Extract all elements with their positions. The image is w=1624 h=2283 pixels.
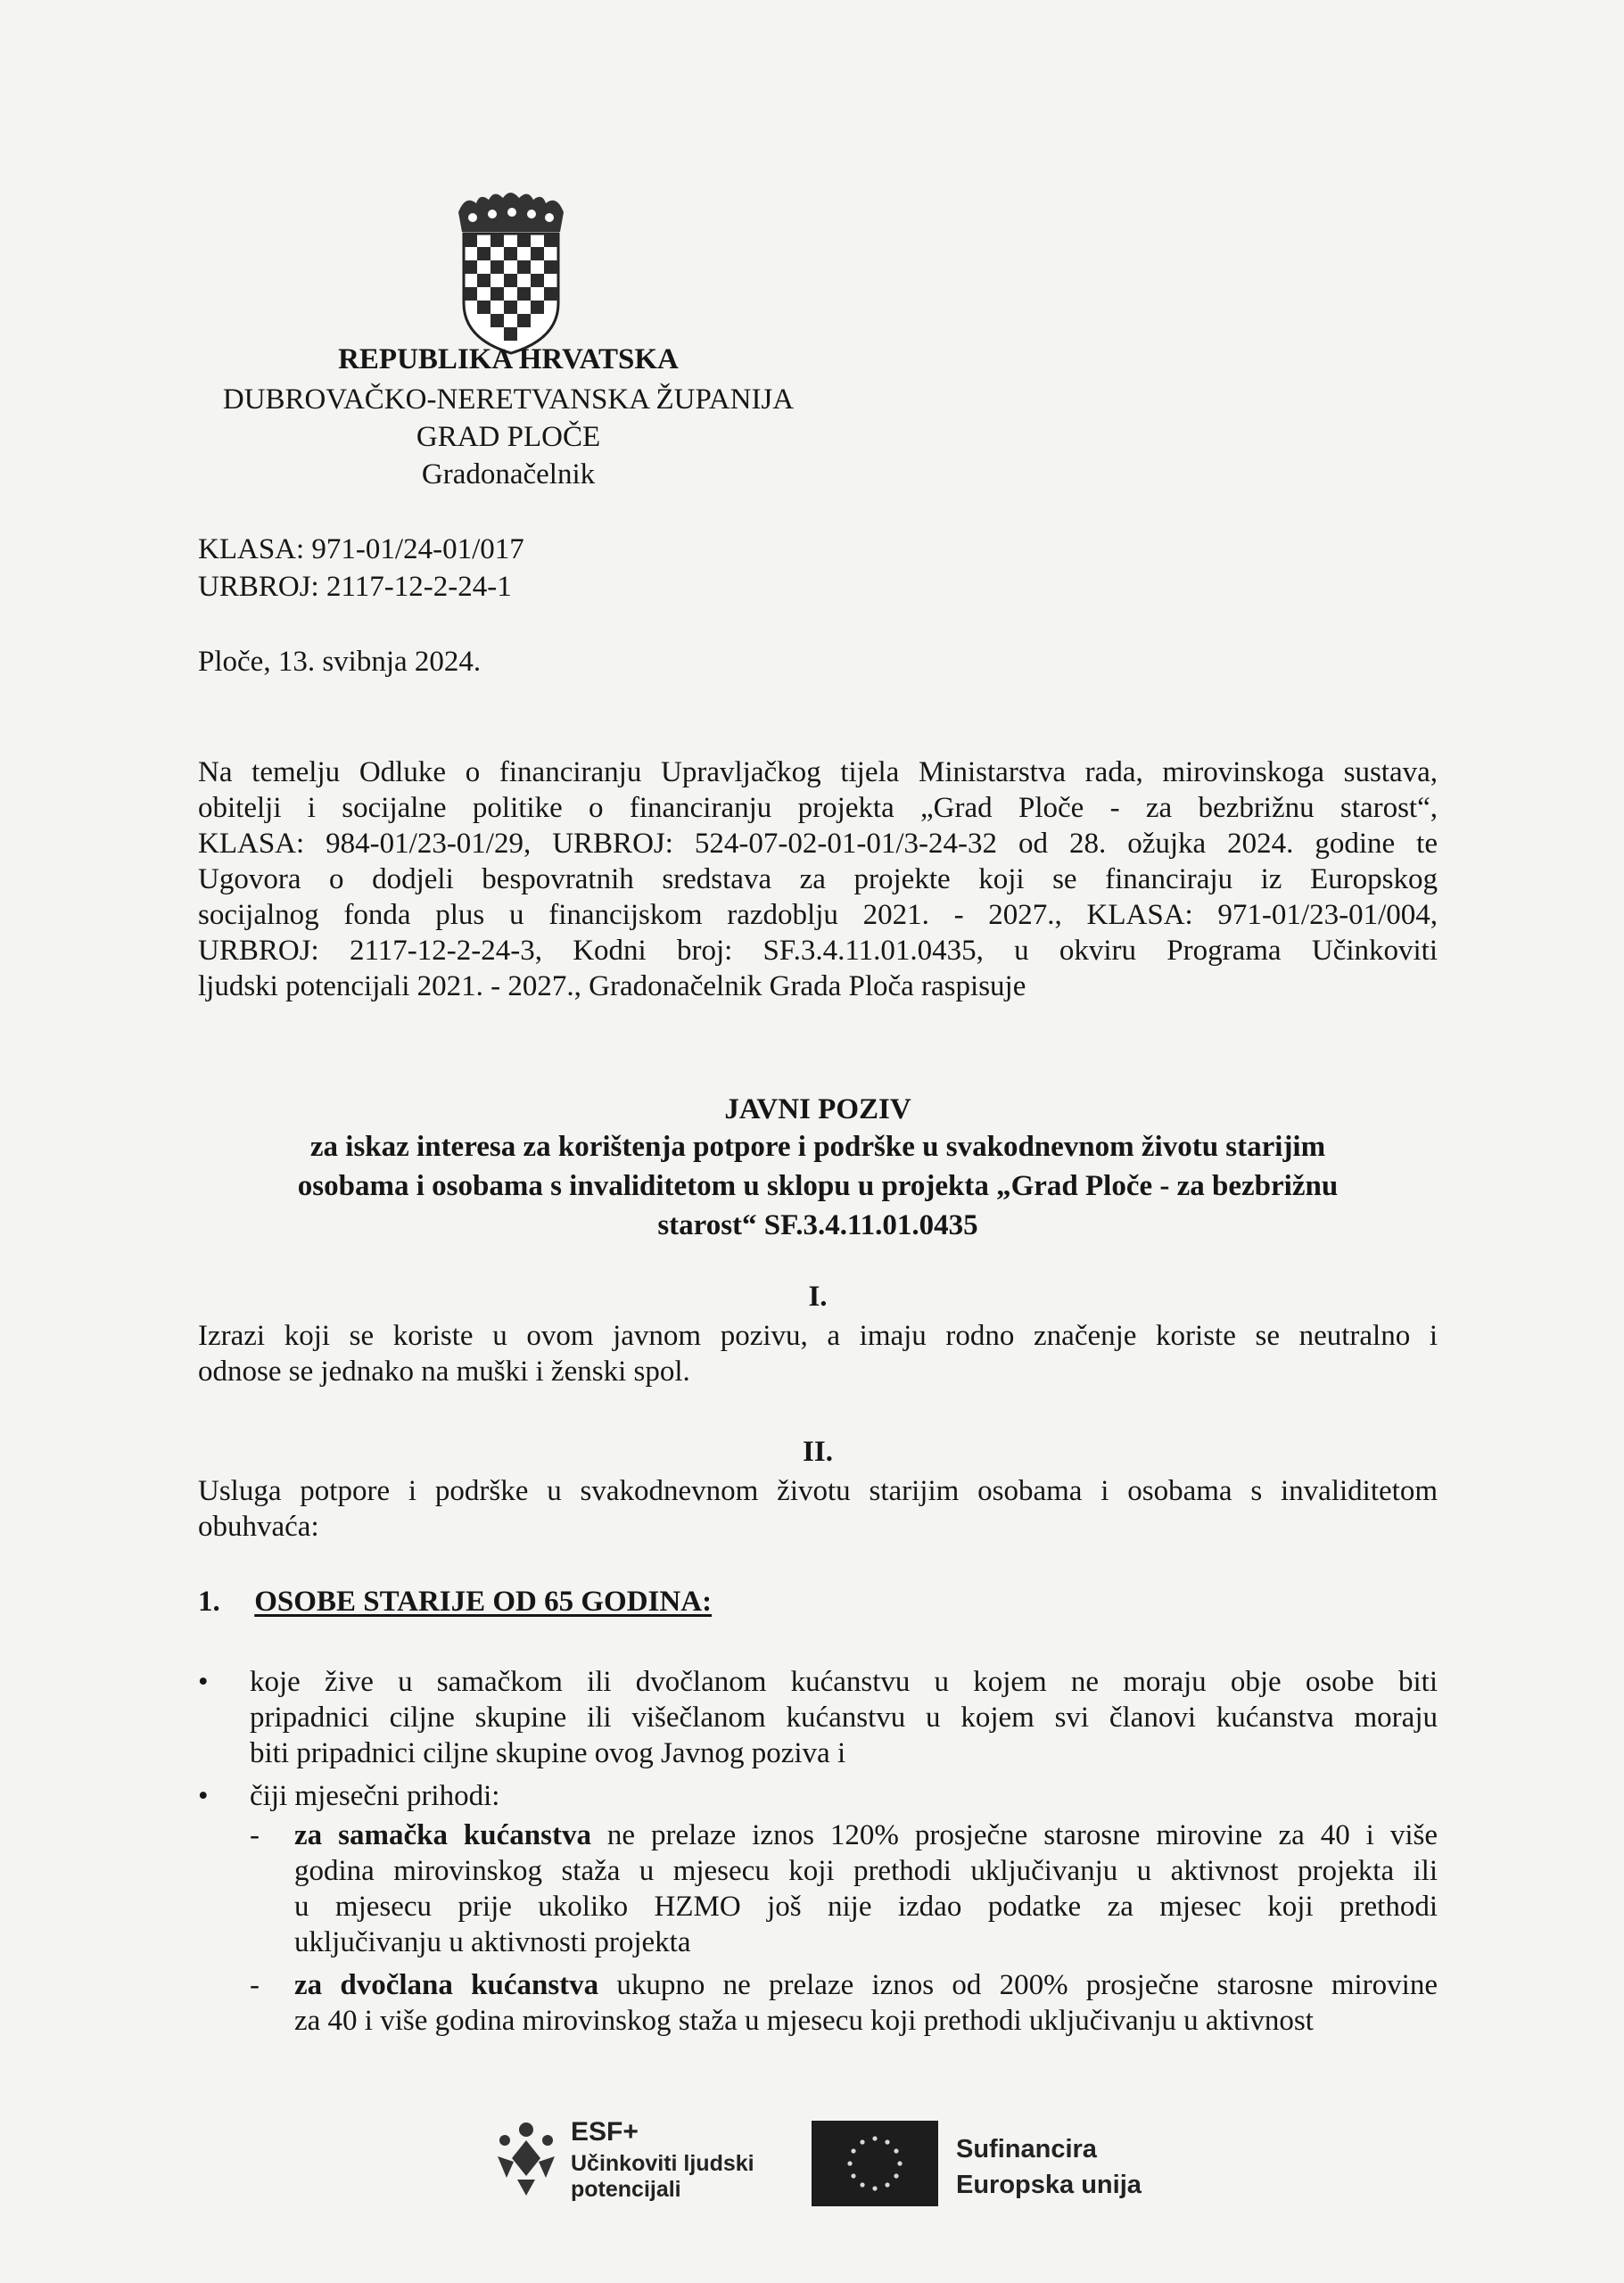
- intro-line: Ugovora o dodjeli bespovratnih sredstava za projekte koji se financiraju iz Europskog: [198, 863, 1438, 895]
- dash-line: ne prelaze iznos 120% prosječne starosne mirovine za 40 i više: [590, 1819, 1438, 1851]
- doc-title: JAVNI POZIV: [724, 1093, 911, 1125]
- section-2-number: II.: [803, 1436, 833, 1468]
- doc-subtitle-line: osobama i osobama s invaliditetom u sklopu u projekta „Grad Ploče - za bezbrižnu: [297, 1170, 1339, 1202]
- dash-line: ukupno ne prelaze iznos od 200% prosječne starosne mirovine: [598, 1969, 1438, 2001]
- bullet-dot: •: [198, 1780, 209, 1812]
- eu-cofinance-line: Europska unija: [956, 2171, 1142, 2199]
- bullet-dot: •: [198, 1666, 209, 1698]
- bullet-line: čiji mjesečni prihodi:: [250, 1780, 500, 1812]
- section-2-line: Usluga potpore i podrške u svakodnevnom životu starijim osobama i osobama s invaliditetom: [198, 1475, 1438, 1507]
- header-office: Gradonačelnik: [421, 458, 596, 490]
- dash-mark: -: [250, 1969, 260, 2001]
- klasa: KLASA: 971-01/24-01/017: [198, 533, 524, 565]
- intro-line: Na temelju Odluke o financiranju Upravljačkog tijela Ministarstva rada, mirovinskoga sustava,: [198, 756, 1438, 788]
- dash-bold-term: za dvočlana kućanstva: [294, 1969, 599, 2001]
- bullet-line: pripadnici ciljne skupine ili višečlanom kućanstvu u kojem svi članovi kućanstva moraju: [250, 1702, 1438, 1734]
- dash-mark: -: [250, 1819, 260, 1851]
- dash-line: godina mirovinskog staža u mjesecu koji prethodi uključivanju u aktivnost projekta ili: [294, 1855, 1438, 1887]
- intro-paragraph: [198, 754, 1438, 1004]
- section-1-line: odnose se jednako na muški i ženski spol.: [198, 1356, 690, 1388]
- bullet-line: biti pripadnici ciljne skupine ovog Javnog poziva i: [250, 1737, 846, 1769]
- header-republic: REPUBLIKA HRVATSKA: [338, 343, 679, 375]
- dash-line: za 40 i više godina mirovinskog staža u mjesecu koji prethodi uključivanju u aktivnost: [294, 2005, 1314, 2037]
- dash-line: uključivanju u aktivnosti projekta: [294, 1926, 691, 1958]
- esf-title: ESF+: [571, 2117, 639, 2147]
- coat-of-arms-icon: [453, 187, 569, 357]
- doc-subtitle-line: starost“ SF.3.4.11.01.0435: [657, 1209, 978, 1241]
- section-1-line: Izrazi koji se koriste u ovom javnom pozivu, a imaju rodno značenje koriste se neutralno i: [198, 1320, 1438, 1352]
- section-1-number: I.: [808, 1281, 828, 1313]
- item-1-heading: [198, 1584, 712, 1620]
- header-city: GRAD PLOČE: [416, 421, 601, 453]
- intro-line: socijalnog fonda plus u financijskom razdoblju 2021. - 2027., KLASA: 971-01/23-01/004,: [198, 899, 1438, 931]
- esf-logo-icon: [482, 2114, 571, 2203]
- intro-line: obitelji i socijalne politike o financiranju projekta „Grad Ploče - za bezbrižnu starost“,: [198, 792, 1438, 824]
- dash-line: u mjesecu prije ukoliko HZMO još nije izdao podatke za mjesec koji prethodi: [294, 1891, 1438, 1923]
- eu-flag-icon: [812, 2121, 938, 2206]
- esf-subtitle-line: Učinkoviti ljudski: [571, 2151, 754, 2176]
- eu-cofinance-line: Sufinancira: [956, 2135, 1097, 2163]
- doc-subtitle-line: za iskaz interesa za korištenja potpore i podrške u svakodnevnom životu starijim: [309, 1131, 1326, 1163]
- header-county: DUBROVAČKO-NERETVANSKA ŽUPANIJA: [222, 383, 795, 416]
- place-date: Ploče, 13. svibnja 2024.: [198, 646, 482, 678]
- esf-subtitle-line: potencijali: [571, 2177, 681, 2202]
- urbroj: URBROJ: 2117-12-2-24-1: [198, 571, 512, 603]
- section-2-text: [198, 1473, 1438, 1545]
- section-1-text: [198, 1318, 1438, 1389]
- intro-line: KLASA: 984-01/23-01/29, URBROJ: 524-07-02-01-01/3-24-32 od 28. ožujka 2024. godine te: [198, 828, 1438, 860]
- intro-line: URBROJ: 2117-12-2-24-3, Kodni broj: SF.3.4.11.01.0435, u okviru Programa Učinkoviti: [198, 935, 1438, 967]
- footer-logos: [482, 2114, 1177, 2212]
- intro-line: ljudski potencijali 2021. - 2027., Gradonačelnik Grada Ploča raspisuje: [198, 970, 1026, 1002]
- bullet-line: koje žive u samačkom ili dvočlanom kućanstvu u kojem ne moraju obje osobe biti: [250, 1666, 1438, 1698]
- dash-bold-term: za samačka kućanstva: [294, 1819, 591, 1851]
- eu-cofinance-text: [956, 2131, 1142, 2203]
- item-1-heading-text: OSOBE STARIJE OD 65 GODINA:: [254, 1586, 713, 1618]
- esf-subtitle: [571, 2151, 829, 2203]
- section-2-line: obuhvaća:: [198, 1511, 319, 1543]
- item-1-number: 1.: [198, 1586, 220, 1618]
